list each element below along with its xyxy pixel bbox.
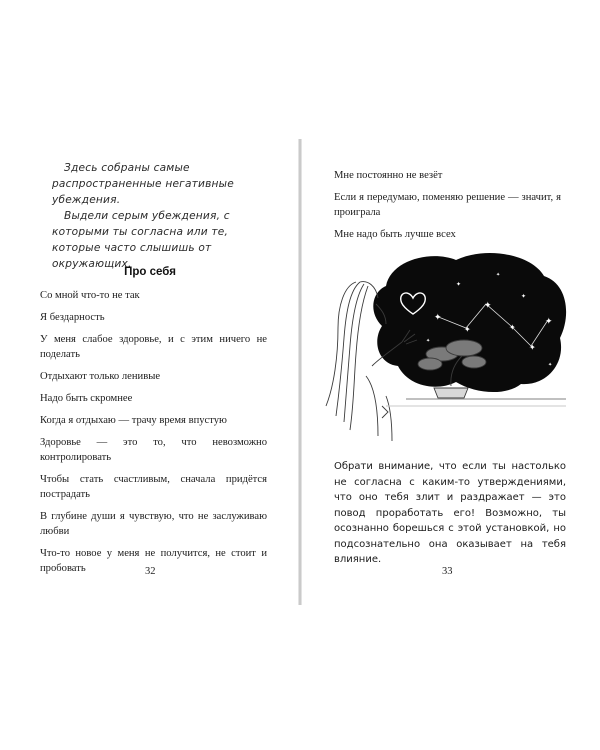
intro-line-2: Выдели серым убеждения, с которыми ты согласна или те, которые часто слышишь от окружающих. xyxy=(52,210,230,270)
star-icon: ✦ xyxy=(521,294,527,300)
star-icon: ✦ xyxy=(529,343,536,352)
belief-item: У меня слабое здоровье, и с этим ничего не поделать xyxy=(40,334,267,360)
belief-item: Со мной что-то не так xyxy=(40,290,140,301)
belief-item: Отдыхают только ленивые xyxy=(40,371,161,382)
belief-item: Чтобы стать счастливым, сначала придётся пострадать xyxy=(40,474,267,500)
belief-list-left xyxy=(40,288,267,583)
intro-line-1: Здесь собраны самые распространенные негативные убеждения. xyxy=(52,162,234,206)
belief-item: Когда я отдыхаю — трачу время впустую xyxy=(40,415,227,426)
star-icon: ✦ xyxy=(434,312,442,322)
section-title: Про себя xyxy=(124,266,176,278)
night-sky-cloud xyxy=(373,253,566,392)
illustration xyxy=(316,246,576,446)
star-icon: ✦ xyxy=(484,300,492,310)
star-icon: ✦ xyxy=(545,316,553,326)
belief-item: Я бездарность xyxy=(40,312,105,323)
star-icon: ✦ xyxy=(456,282,462,288)
star-icon: ✦ xyxy=(426,339,431,344)
belief-item: Мне надо быть лучше всех xyxy=(334,229,456,240)
star-icon: ✦ xyxy=(464,325,471,334)
belief-item: Надо быть скромнее xyxy=(40,393,133,404)
star-icon: ✦ xyxy=(496,273,501,278)
belief-list-right xyxy=(334,168,561,249)
star-icon: ✦ xyxy=(509,323,516,332)
intro-handwritten-note xyxy=(52,160,278,272)
belief-item: Мне постоянно не везёт xyxy=(334,170,443,181)
belief-item: Здоровье — это то, что невозможно контролировать xyxy=(40,437,267,463)
page-number-left: 32 xyxy=(145,566,156,577)
star-icon: ✦ xyxy=(548,363,553,368)
belief-item: В глубине души я чувствую, что не заслуживаю любви xyxy=(40,511,267,537)
page-number-right: 33 xyxy=(442,566,453,577)
book-fold xyxy=(298,139,302,605)
belief-item: Если я передумаю, поменяю решение — значит, я проиграла xyxy=(334,192,561,218)
belief-item: Что-то новое у меня не получится, не стоит и пробовать xyxy=(40,548,267,574)
attention-note: Обрати внимание, что если ты настолько не согласна с каким-то утверждениями, что оно тебя злит и раздражает — это повод проработать его! Возможно, ты осознанно борешься с этой установкой, но подсознательно она оказывает на тебя влияние. xyxy=(334,461,566,565)
